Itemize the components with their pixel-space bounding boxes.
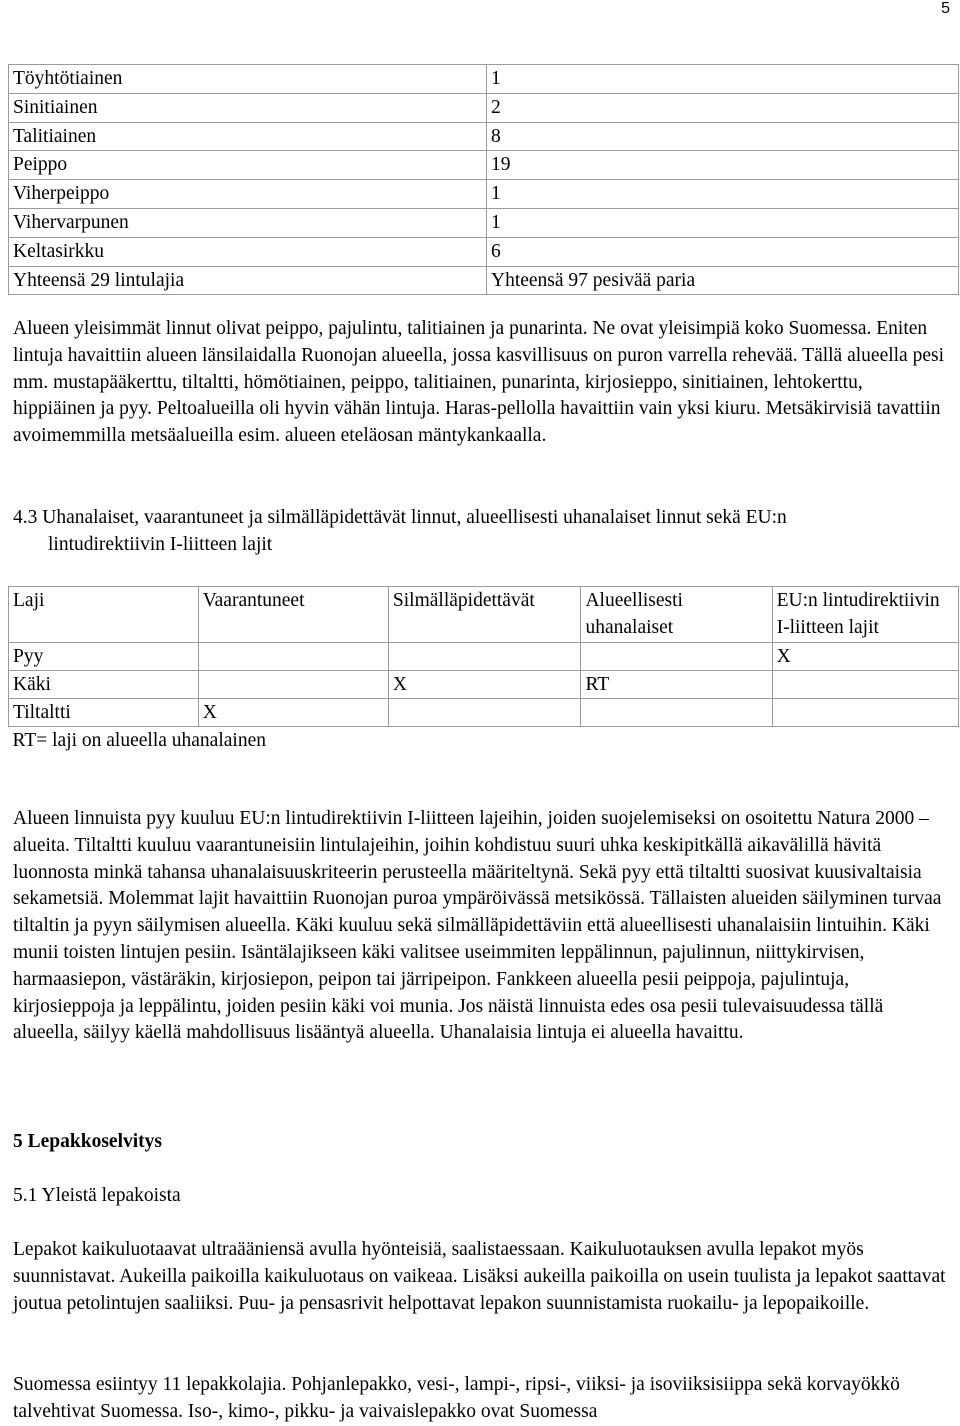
column-header: Vaarantuneet [198,587,388,643]
table-row [9,642,959,670]
table-row [9,208,959,237]
table-footnote: RT= laji on alueella uhanalainen [12,730,266,752]
bird-count-cell: 6 [487,237,959,266]
table-cell [581,642,772,670]
table-cell: Pyy [9,642,199,670]
paragraph-common-birds: Alueen yleisimmät linnut olivat peippo, pajulintu, talitiainen ja punarinta. Ne ovat yleisimpiä koko Suomessa. Eniten lintuja havaittiin alueen länsilaidalla Ruonojan alueella, jossa kasvillisuus on puron varrella rehevää. Tällä alueella pesi mm. mustapääkerttu, tiltaltti, hömötiainen, peippo, talitiainen, punarinta, kirjosieppo, sinitiainen, lehtokerttu, hippiäinen ja pyy. Peltoalueilla oli hyvin vähän lintuja. Haras-pellolla havaittiin vain yksi kiuru. Metsäkirvisiä tavattiin avoimemmilla metsäalueilla esim. alueen eteläosan mäntykankaalla. [13,318,945,447]
table-row [9,65,959,94]
table-cell [772,699,958,727]
table-cell: X [772,642,958,670]
page-number: 5 [941,0,950,17]
table-footnote-row [9,727,959,755]
table-row [9,266,959,295]
bird-count-table [8,64,959,295]
table-cell: X [198,699,388,727]
table-row [9,122,959,151]
bird-name-cell: Viherpeippo [9,180,487,209]
table-row [9,670,959,698]
table-cell: Tiltaltti [9,699,199,727]
table-cell: RT [581,670,772,698]
section-5-1-heading: 5.1 Yleistä lepakoista [13,1185,181,1206]
bird-name-cell: Talitiainen [9,122,487,151]
bird-count-cell: 1 [487,208,959,237]
table-cell: X [388,670,581,698]
table-header-row [9,587,959,643]
table-row [9,699,959,727]
table-row [9,237,959,266]
bird-count-cell: 1 [487,65,959,94]
section-4-3-heading-line1: 4.3 Uhanalaiset, vaarantuneet ja silmälläpidettävät linnut, alueellisesti uhanalaiset linnut sekä EU:n [13,507,787,528]
table-row [9,180,959,209]
table-cell [198,642,388,670]
table-cell: Käki [9,670,199,698]
bird-count-cell: 2 [487,93,959,122]
bird-count-cell: Yhteensä 97 pesivää paria [487,266,959,295]
table-cell [388,699,581,727]
section-5-heading: 5 Lepakkoselvitys [13,1131,162,1152]
column-header: Alueellisesti uhanalaiset [581,587,772,643]
paragraph-bat-echolocation: Lepakot kaikuluotaavat ultraääniensä avulla hyönteisiä, saalistaessaan. Kaikuluotauksen avulla lepakot myös suunnistavat. Aukeilla paikoilla kaikuluotaus on vaikeaa. Lisäksi aukeilla paikoilla on usein tuulista ja lepakot saattavat joutua petolintujen saaliiksi. Puu- ja pensasrivit helpottavat lepakon suunnistamista ruokailu- ja lepopaikoille. [13,1239,946,1314]
bird-count-cell: 8 [487,122,959,151]
column-header: Silmälläpidettävät [388,587,581,643]
table-cell [198,670,388,698]
column-header: Laji [9,587,199,643]
bird-name-cell: Peippo [9,151,487,180]
bird-count-cell: 19 [487,151,959,180]
paragraph-threatened-species: Alueen linnuista pyy kuuluu EU:n lintudirektiivin I-liitteen lajeihin, joiden suojelemiseksi on osoitettu Natura 2000 – alueita. Tiltaltti kuuluu vaarantuneisiin lintulajeihin, joihin kohdistuu suuri uhka keskipitkällä aikavälillä hävitä luonnosta minkä tahansa uhanalaisuuskriteerin perusteella määriteltynä. Sekä pyy että tiltaltti suosivat kuusivaltaisia sekametsiä. Molemmat lajit havaittiin Ruonojan puroa ympäröivässä metsikössä. Tällaisten alueiden säilyminen turvaa tiltaltin ja pyyn säilymisen alueella. Käki kuuluu sekä silmälläpidettäviin että alueellisesti uhanalaisiin lintuihin. Käki munii toisten lintujen pesiin. Isäntälajikseen käki valitsee useimmiten leppälinnun, pajulinnun, niittykirvisen, harmaasiepon, västäräkin, kirjosiepon, peipon tai järripeipon. Fankkeen alueella pesii peippoja, pajulintuja, kirjosieppoja ja leppälintu, joiden pesiin käki voi munia. Jos näistä linnuista edes osa pesii tulevaisuudessa tällä alueella, säilyy käellä mahdollisuus lisääntyä alueella. Uhanalaisia lintuja ei alueella havaittu. [13,808,942,1044]
section-4-3-heading-line2: lintudirektiivin I-liitteen lajit [48,533,273,555]
paragraph-bat-species: Suomessa esiintyy 11 lepakkolajia. Pohjanlepakko, vesi-, lampi-, ripsi-, viiksi- ja isoviiksisiippa sekä korvayökkö talvehtivat Suomessa. Iso-, kimo-, pikku- ja vaivaislepakko ovat Suomessa [13,1374,900,1422]
bird-name-cell: Vihervarpunen [9,208,487,237]
bird-count-cell: 1 [487,180,959,209]
bird-name-cell: Töyhtötiainen [9,65,487,94]
table-cell [388,642,581,670]
threatened-species-table [8,586,959,755]
section-4-3-heading [13,505,787,559]
bird-name-cell: Yhteensä 29 lintulajia [9,266,487,295]
bird-name-cell: Keltasirkku [9,237,487,266]
column-header: EU:n lintudirektiivin I-liitteen lajit [772,587,958,643]
table-cell [772,670,958,698]
table-cell [581,699,772,727]
table-row [9,93,959,122]
bird-name-cell: Sinitiainen [9,93,487,122]
table-row [9,151,959,180]
